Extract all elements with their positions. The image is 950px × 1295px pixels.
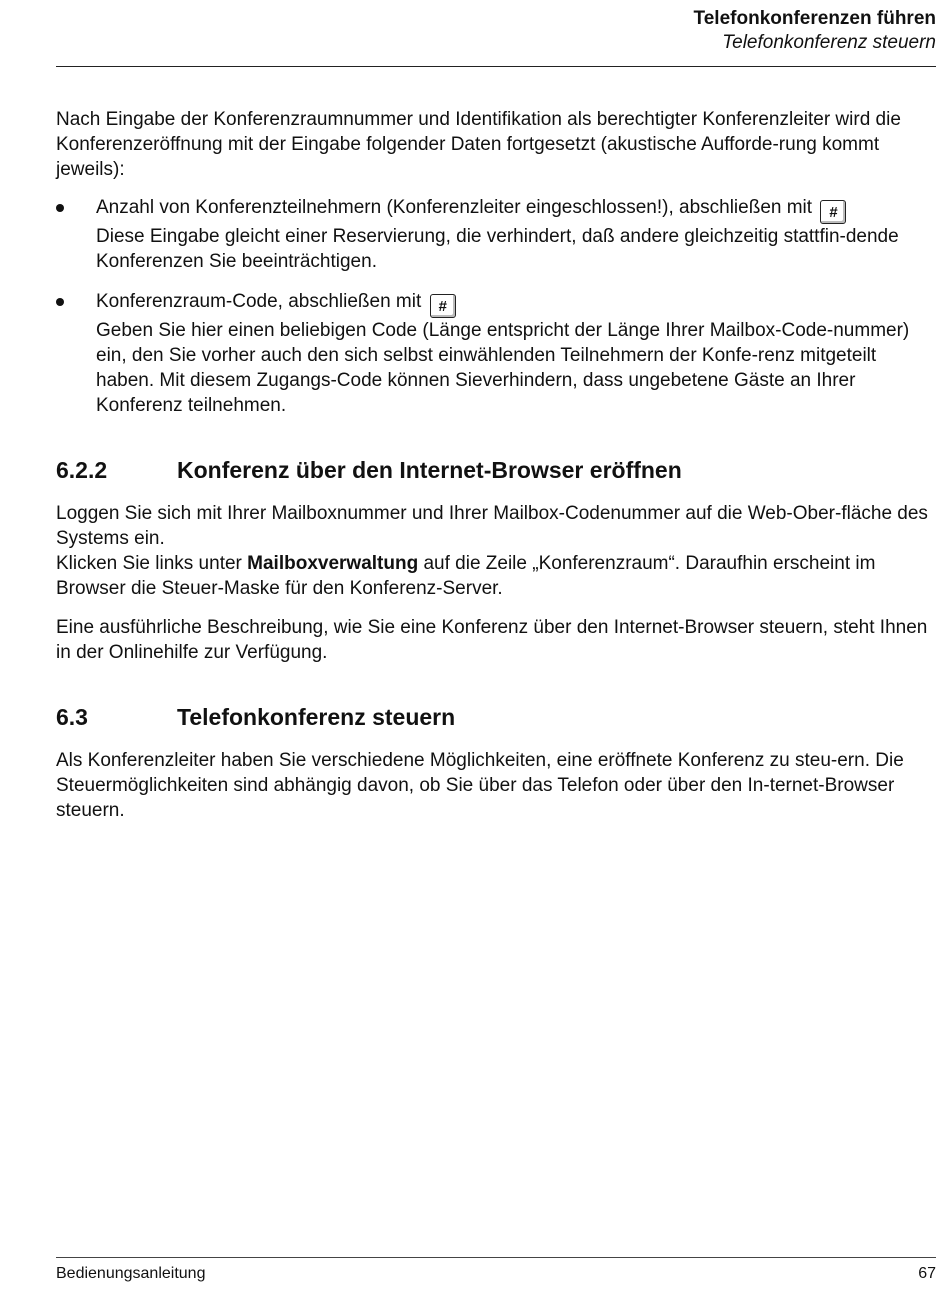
section-paragraph: Als Konferenzleiter haben Sie verschiedene Möglichkeiten, eine eröffnete Konferenz zu steu-ern. Die Steuermöglichkeiten sind abhängig davon, ob Sie über das Telefon oder über den In-ternet-Browser steuern. — [56, 750, 904, 821]
footer-document-title: Bedienungsanleitung — [56, 1265, 206, 1282]
section-heading-6-3 — [56, 702, 936, 732]
list-item — [56, 289, 936, 418]
bullet-detail-text: Geben Sie hier einen beliebigen Code (Länge entspricht der Länge Ihrer Mailbox-Code-nummer) ein, den Sie vorher auch den sich selbst einwählenden Teilnehmern der Konfe-renz mitgeteilt haben. Mit diesem Zugangs-Code können Sieverhindern, dass ungebetene Gäste an Ihrer Konferenz teilnehmen. — [96, 320, 910, 416]
section-paragraph — [56, 501, 936, 601]
header-divider — [56, 66, 936, 67]
click-instruction-pre: Klicken Sie links unter — [56, 553, 248, 574]
running-header — [56, 6, 936, 55]
intro-paragraph: Nach Eingabe der Konferenzraumnummer und Identifikation als berechtigter Konferenzleiter wird die Konferenzeröffnung mit der Eingabe folgender Daten fortgesetzt (akustische Aufforde-rung kommt jeweils): — [56, 109, 901, 180]
section-number: 6.3 — [56, 704, 88, 730]
click-instruction-post: auf die Zeile „Konferenzraum“. Daraufhin erscheint im Browser die Steuer-Maske für den Konferenz-Server. — [56, 553, 876, 599]
bullet-icon — [56, 204, 64, 212]
bullet-lead-text: Konferenzraum-Code, abschließen mit — [96, 291, 422, 312]
footer-divider — [56, 1257, 936, 1258]
section-paragraph: Eine ausführliche Beschreibung, wie Sie eine Konferenz über den Internet-Browser steuern, steht Ihnen in der Onlinehilfe zur Verfügung. — [56, 617, 928, 663]
list-item — [56, 195, 936, 274]
page-content — [56, 107, 936, 823]
bullet-list — [56, 195, 936, 418]
section-title: Konferenz über den Internet-Browser eröffnen — [177, 457, 682, 483]
bullet-detail-text: Diese Eingabe gleicht einer Reservierung, die verhindert, daß andere gleichzeitig stattfin-dende Konferenzen Sie beeinträchtigen. — [96, 226, 899, 272]
page-number: 67 — [918, 1265, 936, 1282]
mailboxverwaltung-term: Mailboxverwaltung — [247, 553, 419, 574]
header-subtitle: Telefonkonferenz steuern — [722, 32, 936, 53]
bullet-lead-text: Anzahl von Konferenzteilnehmern (Konferenzleiter eingeschlossen!), abschließen mit — [96, 197, 813, 218]
section-number: 6.2.2 — [56, 457, 108, 483]
section-title: Telefonkonferenz steuern — [177, 704, 456, 730]
hash-key-icon: # — [820, 200, 846, 224]
login-instruction-text: Loggen Sie sich mit Ihrer Mailboxnummer und Ihrer Mailbox-Codenummer auf die Web-Ober-fläche des Systems ein. — [56, 503, 928, 549]
section-heading-6-2-2 — [56, 455, 936, 485]
header-title: Telefonkonferenzen führen — [693, 8, 936, 29]
hash-key-icon: # — [430, 294, 456, 318]
bullet-icon — [56, 298, 64, 306]
